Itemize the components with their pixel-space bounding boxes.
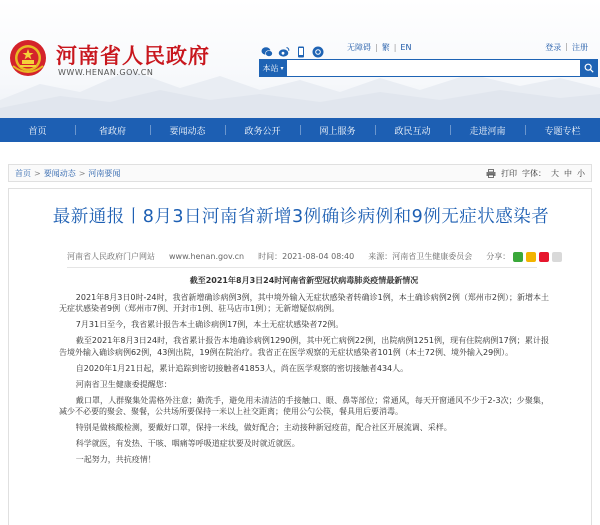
register-link[interactable]: 注册: [572, 43, 588, 52]
share-wechat-icon[interactable]: [513, 252, 523, 262]
main-nav: [0, 118, 600, 142]
article-domain: www.henan.gov.cn: [169, 252, 245, 261]
article-title: 最新通报丨8月3日河南省新增3例确诊病例和9例无症状感染者: [52, 207, 550, 227]
share-qzone-icon[interactable]: [526, 252, 536, 262]
search-icon: [584, 63, 594, 73]
site-name[interactable]: 河南省人民政府: [56, 44, 210, 68]
nav-about-henan[interactable]: 走进河南: [450, 118, 525, 142]
nav-news[interactable]: 要闻动态: [150, 118, 225, 142]
search-bar: [259, 59, 598, 77]
nav-interaction[interactable]: 政民互动: [375, 118, 450, 142]
login-link[interactable]: 登录: [545, 43, 562, 52]
traditional-chinese-link[interactable]: 繁: [381, 43, 390, 52]
top-links: [347, 42, 411, 53]
nav-online-services[interactable]: 网上服务: [300, 118, 375, 142]
separator: |: [565, 42, 568, 51]
nav-home[interactable]: 首页: [28, 126, 47, 137]
user-links: [545, 42, 588, 53]
article-paragraph: 河南省卫生健康委提醒您：: [75, 379, 172, 389]
print-icon[interactable]: [486, 169, 496, 178]
article-paragraph: 2021年8月3日0时-24时，我省新增确诊病例3例，其中境外输入无症状感染者转确诊1例，本土确诊病例2例（郑州市2例）；新增本土无症状感染者9例（郑州市7例、开封市1例、驻马店市1例）；无新增疑似病例。: [59, 292, 549, 313]
search-scope-select[interactable]: [259, 59, 287, 77]
article-paragraph: 戴口罩，人群聚集处需格外注意；勤洗手，避免用未清洁的手接触口、眼、鼻等部位；常通风，每天开窗通风不少于2-3次；少聚集，减少不必要的聚会、聚餐，公共场所要保持一米以上社交距离；使用公勺公筷，餐具用后要消毒。: [59, 395, 549, 416]
wechat-icon[interactable]: [261, 43, 273, 55]
article-meta: [67, 251, 537, 262]
separator: |: [375, 43, 378, 52]
search-scope-label: 本站: [262, 63, 279, 73]
header-share-icons: [261, 43, 324, 55]
font-size-large[interactable]: 大: [551, 168, 559, 178]
article-paragraph: 科学就医，有发热、干咳、咽痛等呼吸道症状要及时就近就医。: [75, 439, 300, 448]
article-paragraph: 自2020年1月21日起，累计追踪到密切接触者41853人，尚在医学观察的密切接触者434人。: [75, 363, 409, 373]
accessibility-link[interactable]: 无障碍: [347, 43, 371, 52]
mini-program-icon[interactable]: [312, 43, 324, 55]
article-heading: 截至2021年8月3日24时河南省新型冠状病毒肺炎疫情最新情况: [189, 276, 419, 285]
caret-down-icon: ▾: [280, 64, 284, 72]
breadcrumb-news[interactable]: 要闻动态: [43, 168, 76, 178]
article-tools: [486, 168, 585, 179]
print-link[interactable]: 打印: [501, 168, 517, 178]
article-origin: 来源：河南省卫生健康委员会: [368, 252, 473, 261]
article-source: 河南省人民政府门户网站: [67, 252, 155, 261]
search-button[interactable]: [580, 59, 598, 77]
font-size-label: 字体：: [522, 168, 546, 178]
breadcrumb-separator: >: [34, 168, 41, 178]
nav-government-affairs[interactable]: 政务公开: [225, 118, 300, 142]
site-url: WWW.HENAN.GOV.CN: [58, 68, 154, 77]
breadcrumb-bar: [8, 164, 592, 182]
article-paragraph: 特别是做核酸检测，要戴好口罩，保持一米线，做好配合；主动接种新冠疫苗，配合社区开展流调、采样。: [75, 423, 452, 432]
mobile-app-icon[interactable]: [295, 43, 307, 55]
breadcrumb: [15, 168, 486, 179]
english-link[interactable]: EN: [400, 43, 412, 52]
share-weibo-icon[interactable]: [539, 252, 549, 262]
meta-divider: [67, 267, 537, 268]
article-paragraph: 截至2021年8月3日24时，我省累计报告本地确诊病例1290例，其中死亡病例22例，出院病例1251例，现有住院病例17例；累计报告境外输入确诊病例62例，43例出院，19例在院治疗。我省正在医学观察的无症状感染者101例（本土72例、境外输入29例）。: [59, 336, 549, 357]
article-share: [486, 251, 562, 262]
breadcrumb-home[interactable]: 首页: [15, 168, 31, 178]
breadcrumb-separator: >: [78, 168, 86, 178]
breadcrumb-henan-news[interactable]: 河南要闻: [88, 168, 121, 178]
share-label: 分享：: [486, 252, 511, 261]
search-input[interactable]: [287, 59, 580, 77]
article-container: [8, 188, 592, 525]
font-size-medium[interactable]: 中: [564, 168, 572, 178]
article-paragraph: 7月31日至今，我省累计报告本土确诊病例17例，本土无症状感染者72例。: [75, 320, 344, 329]
separator: |: [393, 43, 397, 52]
nav-provincial-government[interactable]: 省政府: [75, 118, 150, 142]
nav-special-topics[interactable]: 专题专栏: [525, 118, 600, 142]
national-emblem-icon[interactable]: [8, 38, 48, 78]
share-more-icon[interactable]: [552, 252, 562, 262]
article-content: [59, 275, 549, 470]
article-paragraph: 一起努力，共抗疫情！: [75, 455, 156, 464]
font-size-small[interactable]: 小: [577, 168, 585, 178]
weibo-icon[interactable]: [278, 43, 290, 55]
site-header: [0, 0, 600, 118]
article-time: 时间：2021-08-04 08:40: [258, 252, 355, 261]
